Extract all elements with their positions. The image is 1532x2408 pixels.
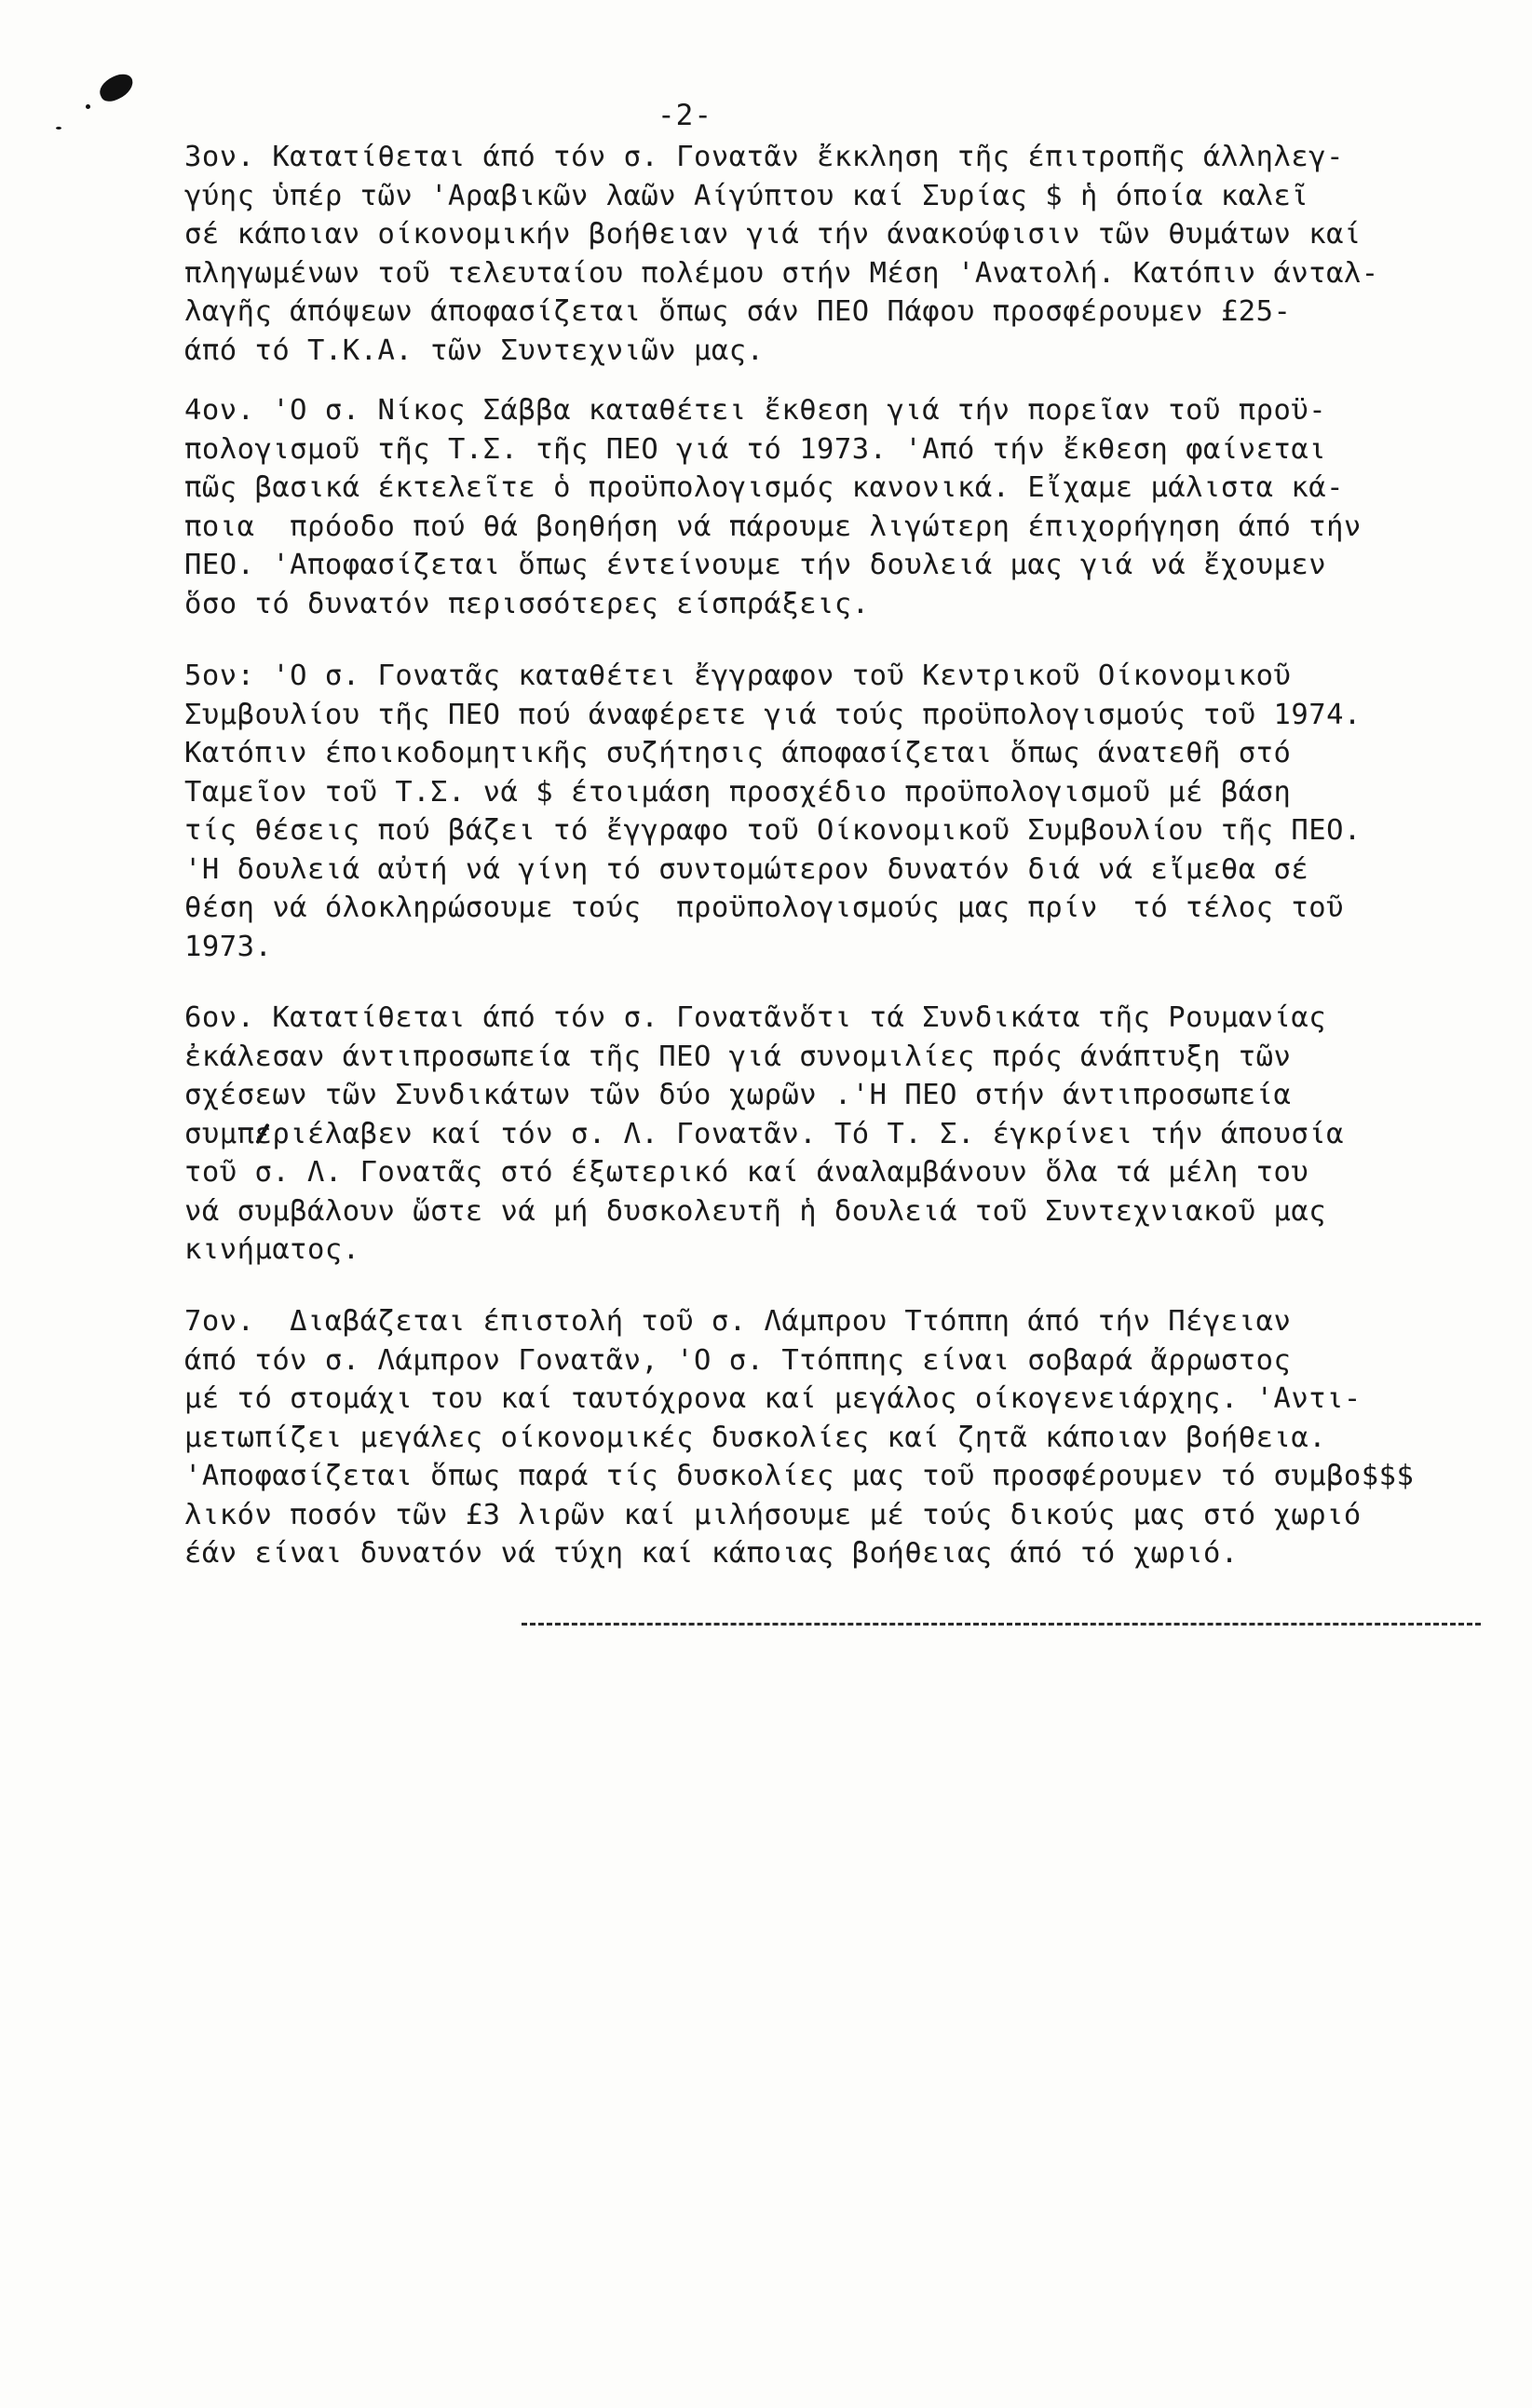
text-line: γύης ὑπέρ τῶν 'Αραβικῶν λαῶν Αίγύπτου καί Συρίας $ ἡ όποία καλεῖ [184,179,1309,212]
text-line: 5ον: 'Ο σ. Γονατᾶς καταθέτει ἔγγραφον τοῦ Κεντρικοῦ Οίκονομικοῦ [184,660,1292,692]
text-line: θέση νά όλοκληρώσουμε τούς προϋπολογισμούς μας πρίν τό τέλος τοῦ [184,891,1344,924]
text-line: τίς θέσεις πού βάζει τό ἔγγραφο τοῦ Οίκονομικοῦ Συμβουλίου τῆς ΠΕΟ. [184,814,1362,847]
text-line: 4ον. 'Ο σ. Νίκος Σάββα καταθέτει ἔκθεση γιά τήν πορεῖαν τοῦ προϋ- [184,394,1327,427]
text-line: άπό τόν σ. Λάμπρον Γονατᾶν, 'Ο σ. Ττόππης είναι σοβαρά ἄρρωστος [184,1343,1292,1377]
text-line: πῶς βασικά έκτελεῖτε ὁ προϋπολογισμός κανονικά. Εἴχαμε μάλιστα κά- [184,471,1344,504]
text-line: συμπεριέλαβεν καί τόν σ. Λ. Γονατᾶν. Τό Τ. Σ. έγκρίνει τήν άπουσία [184,1117,1344,1150]
ink-speck [86,104,90,109]
text-line: ὅσο τό δυνατόν περισσότερες είσπράξεις. [184,587,870,620]
text-line: Συμβουλίου τῆς ΠΕΟ πού άναφέρετε γιά τούς προϋπολογισμούς τοῦ 1974. [184,698,1362,731]
paragraph-item-7 [184,1302,1488,1573]
text-line: κινήματος. [184,1233,360,1266]
paragraph-item-5 [184,657,1488,966]
page-number: -2- [658,99,712,132]
paragraph-item-3 [184,138,1488,370]
text-line: 6ον. Κατατίθεται άπό τόν σ. Γονατᾶνὅτι τά Συνδικάτα τῆς Ρουμανίας [184,1001,1327,1034]
paragraph-item-6 [184,999,1488,1270]
text-line: μετωπίζει μεγάλες οίκονομικές δυσκολίες καί ζητᾶ κάποιαν βοήθεια. [184,1421,1327,1454]
text-line: 'Αποφασίζεται ὅπως παρά τίς δυσκολίες μας τοῦ προσφέρουμεν τό συμβο$$$ [184,1460,1415,1492]
text-line: μέ τό στομάχι του καί ταυτόχρονα καί μεγάλος οίκογενειάρχης. 'Αντι- [184,1382,1362,1415]
paragraph-item-4 [184,391,1488,623]
text-line: λικόν ποσόν τῶν £3 λιρῶν καί μιλήσουμε μέ τούς δικούς μας στό χωριό [184,1498,1362,1531]
text-line: ποια πρόοδο πού θά βοηθήση νά πάρουμε λιγώτερη έπιχορήγηση άπό τήν [184,510,1362,543]
text-line: άπό τό Τ.Κ.Α. τῶν Συντεχνιῶν μας. [184,333,765,367]
text-line: ΠΕΟ. 'Αποφασίζεται ὅπως έντείνουμε τήν δουλειά μας γιά νά ἔχουμεν [184,549,1327,581]
text-line: Κατόπιν έποικοδομητικῆς συζήτησις άποφασίζεται ὅπως άνατεθῆ στό [184,737,1292,769]
text-line: νά συμβάλουν ὥστε νά μή δυσκολευτῆ ἡ δουλειά τοῦ Συντεχνιακοῦ μας [184,1194,1327,1228]
text-line: λαγῆς άπόψεων άποφασίζεται ὅπως σάν ΠΕΟ Πάφου προσφέρουμεν £25- [184,295,1292,328]
text-line: ἐκάλεσαν άντιπροσωπεία τῆς ΠΕΟ γιά συνομιλίες πρός άνάπτυξη τῶν [184,1040,1292,1073]
text-line: πληγωμένων τοῦ τελευταίου πολέμου στήν Μέση 'Ανατολή. Κατόπιν άνταλ- [184,256,1379,290]
ink-speck [56,127,61,129]
text-line: έάν είναι δυνατόν νά τύχη καί κάποιας βοήθειας άπό τό χωριό. [184,1537,1239,1570]
closing-dashed-rule [522,1623,1481,1626]
text-line: Ταμεῖον τοῦ Τ.Σ. νά $ έτοιμάση προσχέδιο προϋπολογισμοῦ μέ βάση [184,775,1292,809]
text-line: τοῦ σ. Λ. Γονατᾶς στό έξωτερικό καί άναλαμβάνουν ὅλα τά μέλη του [184,1156,1309,1189]
text-line: σέ κάποιαν οίκονομικήν βοήθειαν γιά τήν άνακούφισιν τῶν θυμάτων καί [184,218,1362,251]
text-line: 3ον. Κατατίθεται άπό τόν σ. Γονατᾶν ἔκκληση τῆς έπιτροπῆς άλληλεγ- [184,141,1344,173]
text-line: 1973. [184,930,273,963]
text-line: 7ον. Διαβάζεται έπιστολή τοῦ σ. Λάμπρου Ττόππη άπό τήν Πέγειαν [184,1305,1292,1338]
text-line: σχέσεων τῶν Συνδικάτων τῶν δύο χωρῶν .'Η ΠΕΟ στήν άντιπροσωπεία [184,1079,1292,1111]
text-line: 'Η δουλειά αὐτή νά γίνη τό συντομώτερον δυνατόν διά νά εἴμεθα σέ [184,852,1309,886]
ink-blot [96,70,138,105]
text-line: πολογισμοῦ τῆς Τ.Σ. τῆς ΠΕΟ γιά τό 1973. 'Από τήν ἔκθεση φαίνεται [184,432,1327,466]
